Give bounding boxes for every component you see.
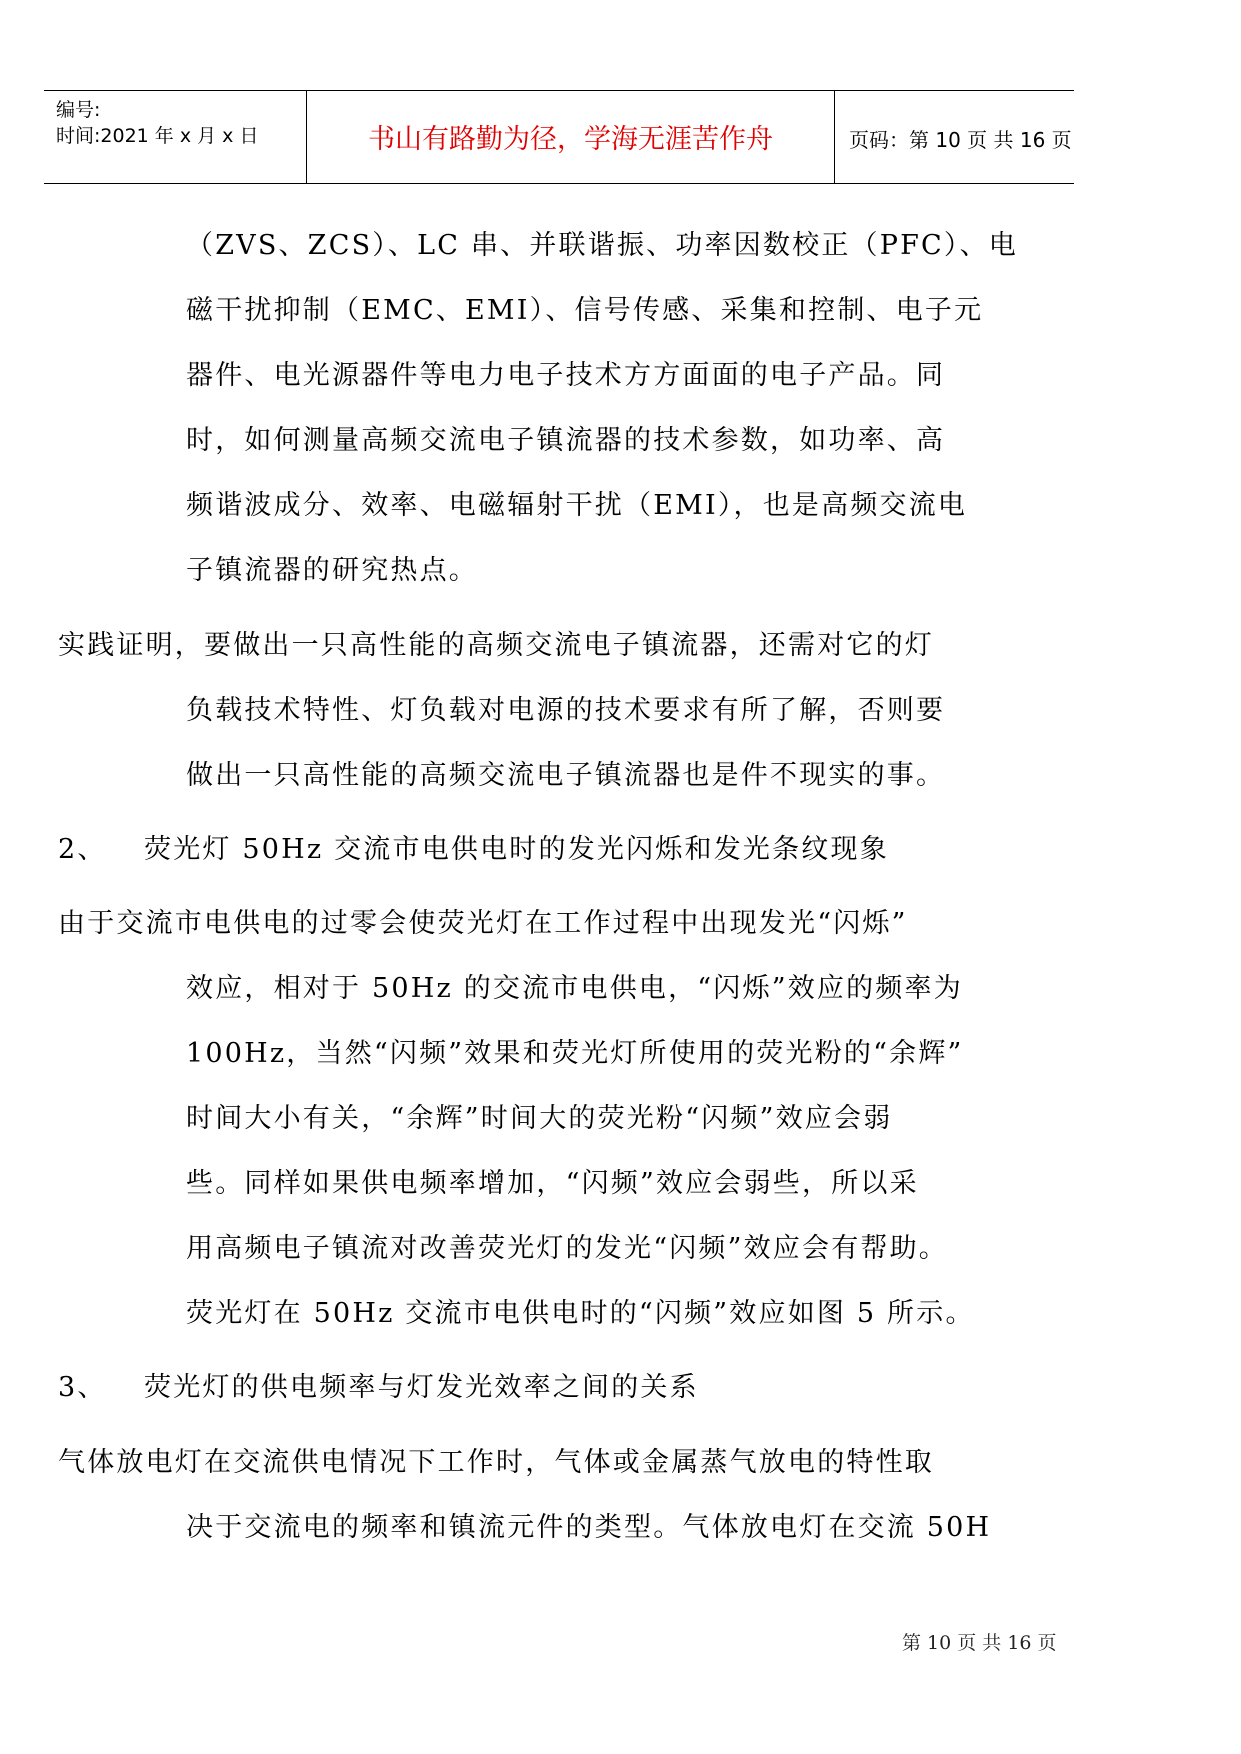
para1-line: 器件、电光源器件等电力电子技术方方面面的电子产品。同 bbox=[186, 360, 946, 391]
para4-line: 决于交流电的频率和镇流元件的类型。气体放电灯在交流 50H bbox=[186, 1512, 992, 1543]
para2-line: 负载技术特性、灯负载对电源的技术要求有所了解，否则要 bbox=[186, 695, 946, 726]
para3-line: 荧光灯在 50Hz 交流市电供电时的“闪频”效应如图 5 所示。 bbox=[186, 1298, 975, 1329]
para3-line: 用高频电子镇流对改善荧光灯的发光“闪频”效应会有帮助。 bbox=[186, 1233, 949, 1264]
header-motto: 书山有路勤为径，学海无涯苦作舟 bbox=[368, 124, 773, 155]
section-number: 2、 bbox=[58, 834, 107, 865]
para4-line: 气体放电灯在交流供电情况下工作时，气体或金属蒸气放电的特性取 bbox=[58, 1447, 934, 1478]
para1-line: 时，如何测量高频交流电子镇流器的技术参数，如功率、高 bbox=[186, 425, 946, 456]
header-motto-cell bbox=[307, 91, 834, 183]
doc-code-label: 编号: bbox=[56, 99, 101, 121]
para1-line: 频谐波成分、效率、电磁辐射干扰（EMI），也是高频交流电 bbox=[186, 490, 968, 521]
para1-line: 磁干扰抑制（EMC、EMI）、信号传感、采集和控制、电子元 bbox=[186, 295, 984, 326]
section-number: 3、 bbox=[58, 1372, 107, 1403]
para1-line: 子镇流器的研究热点。 bbox=[186, 555, 478, 586]
section-heading: 荧光灯的供电频率与灯发光效率之间的关系 bbox=[144, 1372, 699, 1403]
para2-line: 实践证明，要做出一只高性能的高频交流电子镇流器，还需对它的灯 bbox=[58, 630, 934, 661]
doc-time-label: 时间:2021 年 x 月 x 日 bbox=[56, 125, 259, 147]
page-header bbox=[44, 90, 1074, 184]
para3-line: 时间大小有关，“余辉”时间大的荧光粉“闪频”效应会弱 bbox=[186, 1103, 893, 1134]
section-heading: 荧光灯 50Hz 交流市电供电时的发光闪烁和发光条纹现象 bbox=[144, 834, 889, 865]
para3-line: 由于交流市电供电的过零会使荧光灯在工作过程中出现发光“闪烁” bbox=[58, 908, 908, 939]
para1-line: （ZVS、ZCS）、LC 串、并联谐振、功率因数校正（PFC）、电 bbox=[186, 230, 1019, 261]
para3-line: 效应，相对于 50Hz 的交流市电供电，“闪烁”效应的频率为 bbox=[186, 973, 963, 1004]
page-footer: 第 10 页 共 16 页 bbox=[902, 1632, 1057, 1654]
header-meta bbox=[44, 91, 306, 183]
para2-line: 做出一只高性能的高频交流电子镇流器也是件不现实的事。 bbox=[186, 760, 946, 791]
header-page-code: 页码：第 10 页 共 16 页 bbox=[849, 128, 1072, 152]
header-page-cell bbox=[835, 91, 1074, 183]
para3-line: 些。同样如果供电频率增加，“闪频”效应会弱些，所以采 bbox=[186, 1168, 919, 1199]
para3-line: 100Hz，当然“闪频”效果和荧光灯所使用的荧光粉的“余辉” bbox=[186, 1038, 964, 1069]
